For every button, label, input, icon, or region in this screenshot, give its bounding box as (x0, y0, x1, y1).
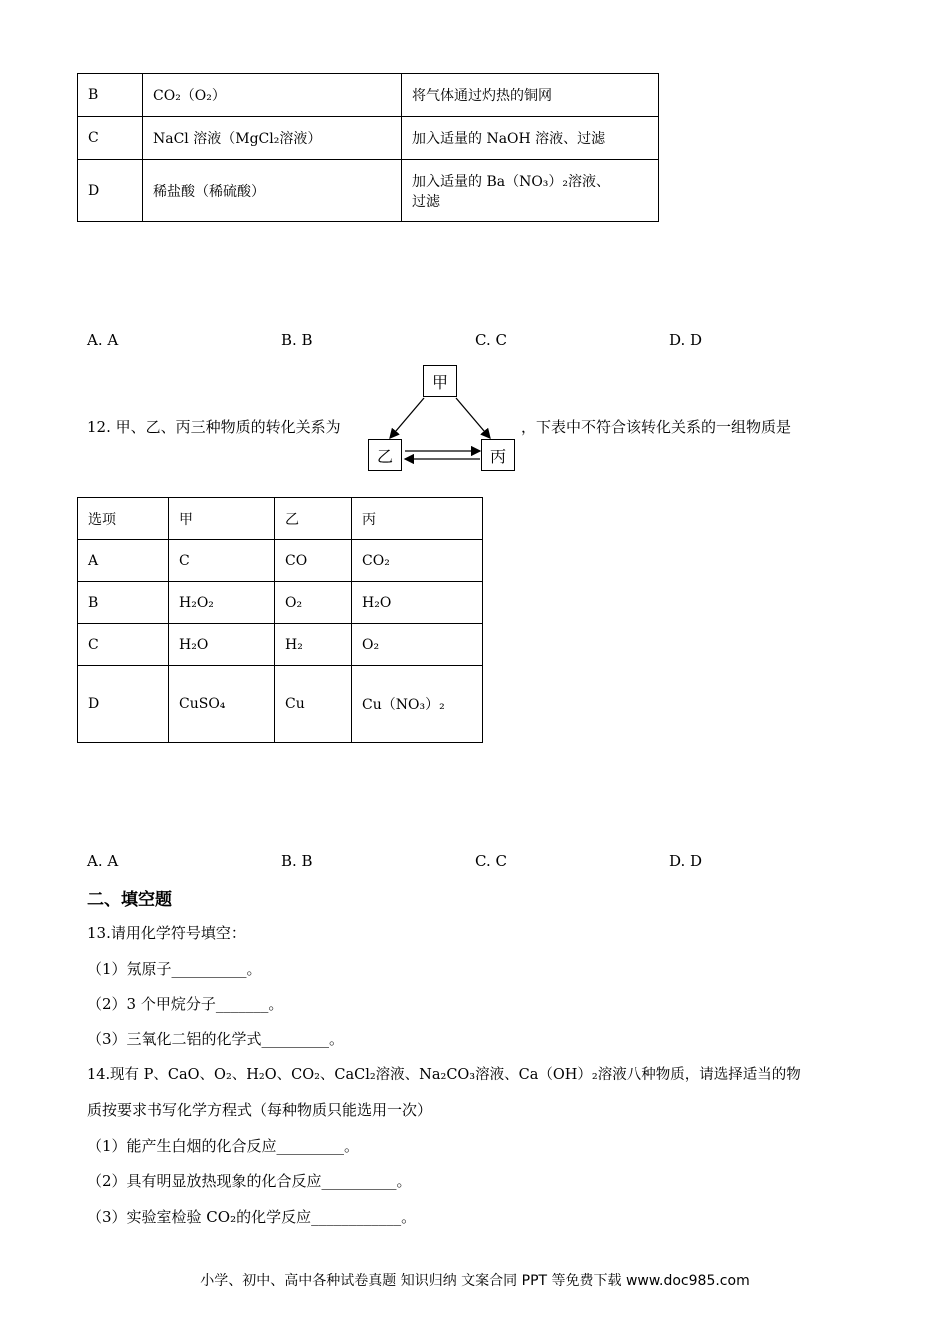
q14-item-1: （1）能产生白烟的化合反应_________。 (87, 1137, 360, 1155)
table-row (78, 582, 483, 624)
q12-option-c[interactable]: C. C (475, 852, 507, 870)
table-header-row (78, 498, 483, 540)
q12-option-a[interactable]: A. A (87, 852, 119, 870)
table-header-cell: 乙 (275, 498, 352, 540)
table-cell: CuSO₄ (169, 666, 275, 743)
table-cell: B (78, 74, 143, 117)
table-cell: C (78, 117, 143, 160)
table-cell: O₂ (352, 624, 483, 666)
table-cell: H₂O (352, 582, 483, 624)
table-row (78, 624, 483, 666)
table-row (78, 160, 659, 222)
q11-option-c[interactable]: C. C (475, 331, 507, 349)
diagram-node-jia: 甲 (423, 365, 457, 397)
q13-item-1: （1）氖原子__________。 (87, 960, 262, 978)
table-cell: 稀盐酸（稀硫酸） (143, 160, 402, 222)
table-impurity-removal (77, 73, 659, 222)
q13-item-3: （3）三氧化二铝的化学式_________。 (87, 1030, 345, 1048)
q14-item-3: （3）实验室检验 CO₂的化学反应____________。 (87, 1208, 417, 1226)
q14-item-2: （2）具有明显放热现象的化合反应__________。 (87, 1172, 412, 1190)
q13-stem: 13.请用化学符号填空： (87, 924, 246, 942)
table-cell (402, 160, 659, 222)
page-footer: 小学、初中、高中各种试卷真题 知识归纳 文案合同 PPT 等免费下载 www.doc985.com (200, 1273, 750, 1289)
diagram-node-yi: 乙 (368, 439, 402, 471)
q11-option-b[interactable]: B. B (281, 331, 313, 349)
table-row (78, 74, 659, 117)
table-cell: D (78, 666, 169, 743)
table-cell: C (169, 540, 275, 582)
q13-item-2: （2）3 个甲烷分子_______。 (87, 995, 284, 1013)
q14-stem-line-1: 14.现有 P、CaO、O₂、H₂O、CO₂、CaCl₂溶液、Na₂CO₃溶液、Ca（OH）₂溶液八种物质，请选择适当的物 (87, 1067, 801, 1083)
table-cell: H₂O₂ (169, 582, 275, 624)
q12-option-d[interactable]: D. D (669, 852, 703, 870)
table-cell: H₂O (169, 624, 275, 666)
table-cell: NaCl 溶液（MgCl₂溶液） (143, 117, 402, 160)
section-heading: 二、填空题 (87, 890, 172, 910)
table-cell: B (78, 582, 169, 624)
cell-line: 加入适量的 Ba（NO₃）₂溶液、 (412, 173, 611, 190)
table-row (78, 540, 483, 582)
table-row (78, 666, 483, 743)
q12-option-b[interactable]: B. B (281, 852, 313, 870)
table-cell: D (78, 160, 143, 222)
table-header-cell: 丙 (352, 498, 483, 540)
q11-option-a[interactable]: A. A (87, 331, 119, 349)
q12-stem-suffix: ，下表中不符合该转化关系的一组物质是 (521, 418, 792, 436)
table-header-cell: 甲 (169, 498, 275, 540)
q11-option-d[interactable]: D. D (669, 331, 703, 349)
table-cell: CO (275, 540, 352, 582)
q12-stem-prefix: 12. 甲、乙、丙三种物质的转化关系为 (87, 418, 341, 436)
table-row (78, 117, 659, 160)
table-header-cell: 选项 (78, 498, 169, 540)
table-conversion-options (77, 497, 483, 743)
q14-stem-line-2: 质按要求书写化学方程式（每种物质只能选用一次） (87, 1101, 433, 1119)
diagram-node-bing: 丙 (481, 439, 515, 471)
cell-line: 过滤 (412, 193, 440, 210)
table-cell: C (78, 624, 169, 666)
table-cell: Cu（NO₃）₂ (352, 666, 483, 743)
table-cell: Cu (275, 666, 352, 743)
table-cell: H₂ (275, 624, 352, 666)
table-cell: 将气体通过灼热的铜网 (402, 74, 659, 117)
table-cell: A (78, 540, 169, 582)
table-cell: O₂ (275, 582, 352, 624)
table-cell: CO₂ (352, 540, 483, 582)
table-cell: 加入适量的 NaOH 溶液、过滤 (402, 117, 659, 160)
table-cell: CO₂（O₂） (143, 74, 402, 117)
